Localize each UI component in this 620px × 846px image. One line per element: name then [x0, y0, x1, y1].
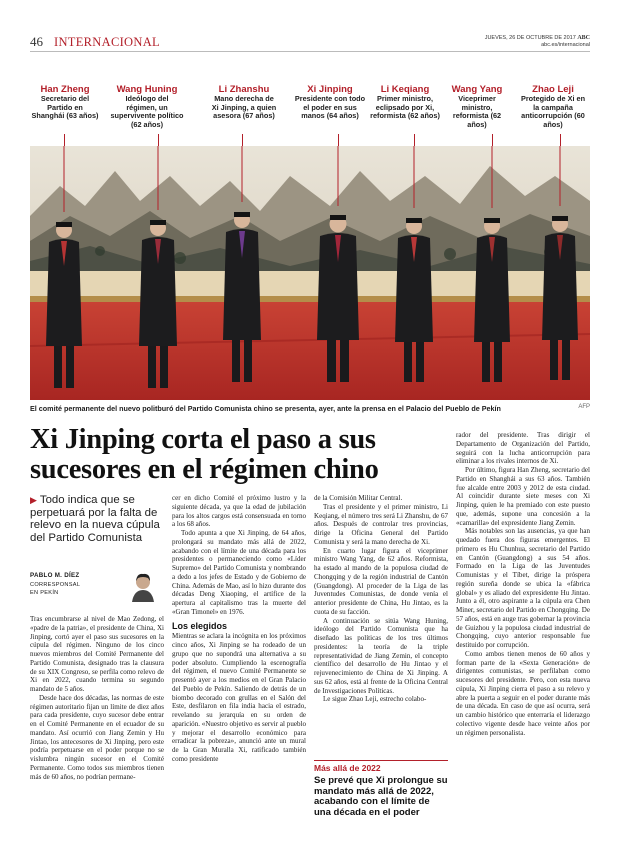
- author-avatar: [128, 570, 158, 602]
- portrait-labels: [30, 84, 590, 134]
- article-column-2: cer en dicho Comité el próximo lustro y la siguiente década, ya que la edad de jubilación para los altos cargos está consensuada en torno a los 68 años. Todo apunta a que Xi Jinping, de 64 años, prolongará su mandato más allá de 2022, acabando con el límite de una década para los presidentes o permaneciendo como «Líder Supremo» del Partido Comunista y nombrando a dedo a los jefes de Estado y de Gobierno de China. Además de Mao, así lo hizo durante dos décadas Deng Xiaoping, el artífice de la apertura al capitalismo tras la muerte del «Gran Timonel» en 1976. Los elegidos Mientras se aclara la incógnita en los próximos cinco años, Xi Jinping se ha rodeado de un grupo que no supondrá una alternativa a su poder absoluto. Cumpliendo la escenografía del régimen, el nuevo Comité Permanente se presentó ayer a los medios en el Gran Palacio del Pueblo de Pekín. Saliendo de detrás de un biombo decorado con grullas en el Salón del Este, desfilaron en fila india hacia el estrado, revelando su jerarquía en su orden de aparición. «Nuestro objetivo es servir al pueblo y mejorar el desarrollo económico para erradicar la pobreza», anunció ante un mural de la Gran Muralla Xi, ratificado también como presidente: [172, 494, 306, 763]
- portrait-label: Han Zheng Secretario del Partido en Shanghái (63 años): [31, 84, 99, 121]
- page-header: [30, 34, 590, 52]
- section-link[interactable]: abc.es/internacional: [541, 42, 590, 48]
- article-column-1: Tras encumbrarse al nivel de Mao Zedong, el «padre de la patria», el presidente de China, Xi Jinping, cortó ayer el paso sus sucesores en la cúpula del régimen. Ninguno de los cinco nuevos miembros del Comité Permanente del Partido Comunista, designado tras la clausura de su XIX Congreso, se perfila como relevo de Xi en 2022, cuando termina su segundo mandato de 5 años. Desde hace dos décadas, las normas de este régimen autoritario fijan un límite de diez años para cada presidente, cuyo sucesor debe entrar en el Comité Permanente en el ecuador de su mandato. Así ocurrió con Jiang Zemin y Hu Jintao, los antecesores de Xi Jinping, pero este podría perpetuarse en el poder porque no se vislumbra ningún sucesor en el Comité Permanente. Como todos sus miembros tienen más de 60 años, no podrían permane-: [30, 615, 164, 781]
- portrait-label: Wang Yang Viceprimer ministro, reformista (62 años): [451, 84, 503, 129]
- photo-caption: El comité permanente del nuevo politburó del Partido Comunista chino se presenta, ayer, ante la prensa en el Palacio del Pueblo de Pekín AFP: [30, 404, 590, 413]
- section-title[interactable]: INTERNACIONAL: [54, 35, 160, 49]
- issue-date: JUEVES, 26 DE OCTUBRE DE 2017 ABC abc.es/internacional: [484, 35, 590, 48]
- page-number: 46: [30, 34, 43, 49]
- portrait-label: Xi Jinping Presidente con todo el poder en sus manos (64 años): [294, 84, 366, 121]
- article-subhead: ▶ Todo indica que se perpetuará por la falta de relevo en la nueva cúpula del Partido Comunista: [30, 494, 160, 544]
- article-column-3: de la Comisión Militar Central. Tras el presidente y el primer ministro, Li Keqiang, el número tres será Li Zhanshu, de 67 años. Después de controlar tres provincias, dirige la Oficina General del Partido Comunista y será la mano derecha de Xi. En cuarto lugar figura el viceprimer ministro Wang Yang, de 62 años. Reformista, ha estado al mando de la populosa ciudad de Chongqing y de la región industrial de Cantón (Guangdong). Al proceder de la Liga de las Juventudes Comunistas, de donde venía el anterior presidente de China, Hu Jintao, es la cuota de su facción. A continuación se sitúa Wang Huning, ideólogo del Partido Comunista que ha diseñado las políticas de los tres últimos presidentes: la teoría de la triple representatividad de Jiang Zemin, el concepto científico del desarrollo de Hu Jintao y el rejuvenecimiento de China de Xi Jinping. A sus 62 años, está al frente de la Oficina Central de Investigaciones Políticas. Le sigue Zhao Leji, estrecho colabo-: [314, 494, 448, 704]
- news-photo: [30, 146, 590, 400]
- highlight-kicker: Más allá de 2022: [314, 763, 381, 773]
- portrait-label: Wang Huning Ideólogo del régimen, un supervivente político (62 años): [110, 84, 184, 129]
- portrait-label: Zhao Leji Protegido de Xi en la campaña anticorrupción (60 años): [520, 84, 586, 129]
- section-heading: Los elegidos: [172, 620, 228, 631]
- highlight-box: [314, 760, 448, 818]
- photo-credit: AFP: [578, 404, 590, 410]
- article-column-4: rador del presidente. Tras dirigir el Departamento de Organización del Partido, seguirá con la lucha anticorrupción para eliminar a los rivales internos de Xi. Por último, figura Han Zheng, secretario del Partido en Shanghái a sus 63 años. También fue alcalde entre 2003 y 2012 de esta ciudad. Al coincidir durante siete meses con Xi Jinping, quien le ha premiado con este puesto que, además, supone una concesión a la «camarilla» del expresidente Jiang Zemin. Más notables son las ausencias, ya que han quedado fuera dos figuras emergentes. El primero es Hu Chunhua, secretario del Partido en Cantón (Guangdong) a sus 54 años. Formado en la Liga de las Juventudes Comunistas y el Tíbet, dirige la próspera región sureña donde se ubica la «fábrica global» y es aliado del expresidente Hu Jintao. Junto a él, otro aspirante a la cúpula era Chen Miner, secretario del Partido en Chongqing. De 57 años, está en auge tras gobernar la provincia de Guizhou y la populosa ciudad industrial de Chongqing, cuyo anterior responsable fue destituido por corrupción. Como ambos tienen menos de 60 años y forman parte de la «Sexta Generación» de dirigentes comunistas, se perfilaban como sucesores del presidente. Pero, con esta nueva cúpula, Xi Jinping cierra el paso a su relevo y abre la puerta a seguir en el poder durante más de una década. En caso de que así ocurra, será un cambio histórico que enterraría el liderazgo colectivo vigente desde hace veinte años por un régimen personalista.: [456, 431, 590, 737]
- portrait-label: Li Keqiang Primer ministro, eclipsado por Xi, reformista (62 años): [370, 84, 440, 121]
- author-name: PABLO M. DÍEZ: [30, 572, 80, 579]
- portrait-label: Li Zhanshu Mano derecha de Xi Jinping, a quien asesora (67 años): [211, 84, 277, 121]
- highlight-text: Se prevé que Xi prolongue su mandato más allá de 2022, acabando con el límite de una década en el poder: [314, 775, 448, 818]
- committee-photo-illustration: [30, 146, 590, 400]
- article-headline: Xi Jinping corta el paso a sus sucesores en el régimen chino: [30, 424, 379, 485]
- triangle-bullet-icon: ▶: [30, 495, 37, 505]
- author-role: CORRESPONSAL EN PEKÍN: [30, 582, 81, 596]
